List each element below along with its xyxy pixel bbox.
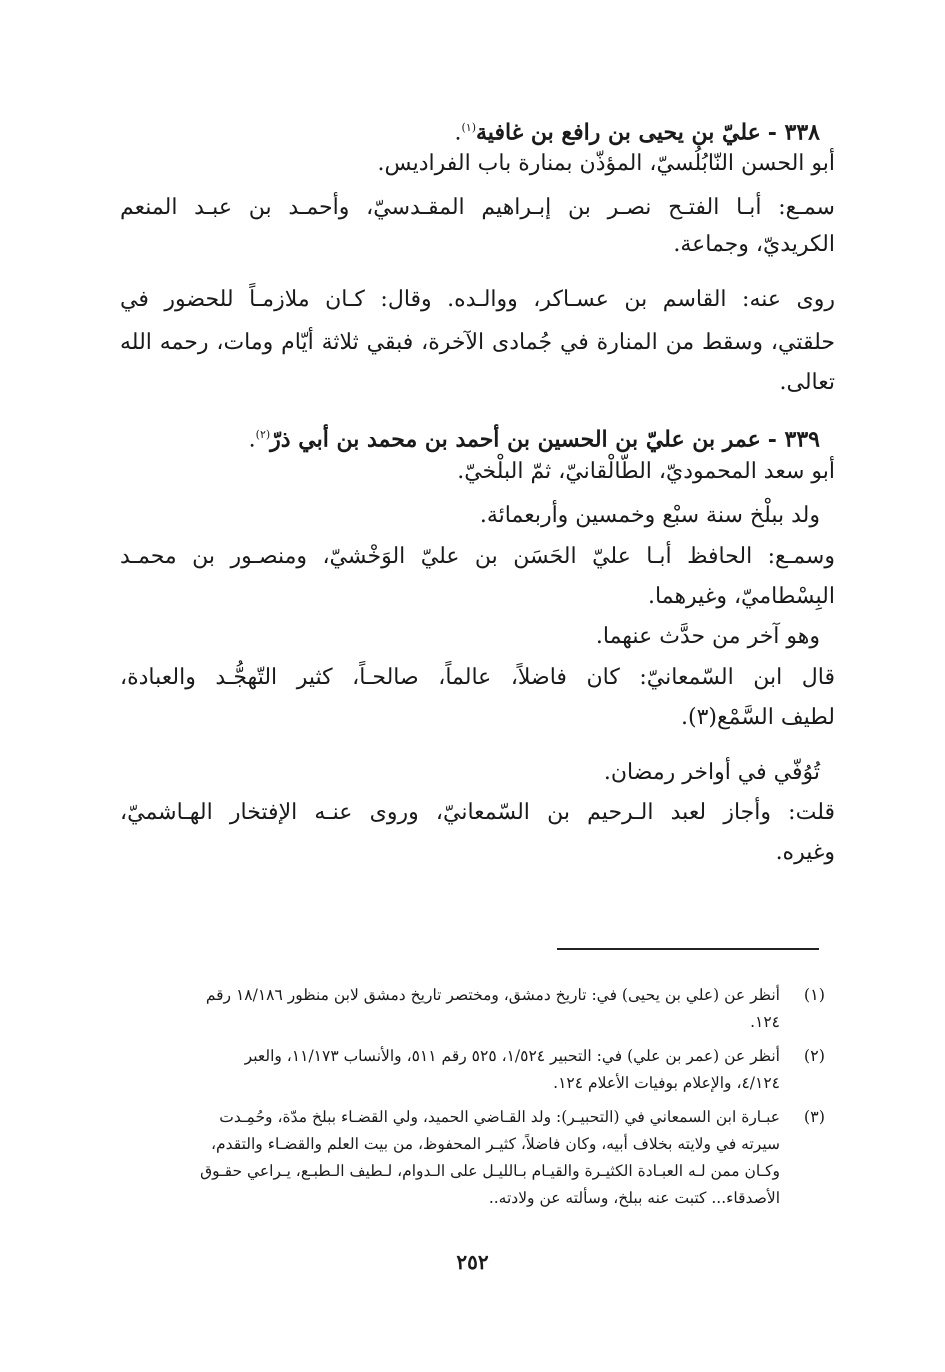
footnote-ref: (١) xyxy=(461,121,477,134)
entry-line: روى عنه: القاسم بن عسـاكر، ووالـده. وقال: كـان ملازمـاً للحضور في xyxy=(120,287,835,312)
entry-line: أبو الحسن النّابُلُسيّ، المؤذّن بمنارة باب الفراديس. xyxy=(377,151,835,176)
entry-line: لطيف السَّمْع(٣). xyxy=(680,705,835,730)
entry-line: تعالى. xyxy=(779,370,835,395)
footnote-line: وكـان ممن لـه العبـادة الكثيـرة والقيـام بـالليـل على الـدوام، لـطيف الـطبـع، يـراعي حقـوق xyxy=(200,1162,780,1180)
footnote-number: (١) xyxy=(803,985,825,1004)
page-number: ٢٥٢ xyxy=(456,1250,489,1274)
entry-number: ٣٣٩ - xyxy=(767,426,820,453)
entry-line: قال ابن السّمعانيّ: كان فاضلاً، عالماً، صالحـاً، كثير التّهجُّـد والعبادة، xyxy=(120,665,835,690)
entry-line: وهو آخر من حدَّث عنهما. xyxy=(595,624,820,649)
footnote-line: أنظر عن (علي بن يحيى) في: تاريخ دمشق، ومختصر تاريخ دمشق لابن منظور ١٨/١٨٦ رقم xyxy=(205,986,780,1004)
footnote-number: (٢) xyxy=(803,1046,825,1065)
footnote-line: عبـارة ابن السمعاني في (التحبيـر): ولد القـاضي الحميد، ولي القضـاء ببلخ مدّة، وحُمِـدت xyxy=(219,1108,780,1126)
footnote-divider xyxy=(557,948,819,950)
entry-line: أبو سعد المحموديّ، الطّالْقانيّ، ثمّ البلْخيّ. xyxy=(457,459,835,484)
footnote-line: ٤/١٢٤، والإعلام بوفيات الأعلام ١٢٤. xyxy=(553,1074,780,1092)
footnote-line: أنظر عن (عمر بن علي) في: التحبير ١/٥٢٤، ٥٢٥ رقم ٥١١، والأنساب ١١/١٧٣، والعبر xyxy=(244,1047,780,1065)
entry-line: سمـع: أبـا الفتـح نصـر بن إبـراهيم المقـدسيّ، وأحمـد بن عبـد المنعم xyxy=(120,195,835,220)
footnote-2 xyxy=(120,1044,825,1104)
title-end: . xyxy=(454,120,462,146)
entry-line: وغيره. xyxy=(775,840,835,865)
title-end: . xyxy=(248,427,256,453)
footnote-number: (٣) xyxy=(803,1107,825,1126)
entry-338-heading xyxy=(120,113,820,148)
footnote-1 xyxy=(120,983,825,1043)
entry-line: البِسْطاميّ، وغيرهما. xyxy=(648,584,835,609)
entry-number: ٣٣٨ - xyxy=(767,119,820,146)
footnote-3 xyxy=(120,1105,825,1225)
entry-line: حلقتي، وسقط من المنارة في جُمادى الآخرة، فبقي ثلاثة أيّام ومات، رحمه الله xyxy=(120,330,835,355)
entry-line: ولد ببلْخ سنة سبْع وخمسين وأربعمائة. xyxy=(479,503,820,528)
entry-line: وسمـع: الحافظ أبـا عليّ الحَسَن بن عليّ الوَخْشيّ، ومنصـور بن محمـد xyxy=(120,544,835,569)
footnote-line: الأصدقاء... كتبت عنه ببلخ، وسألته عن ولادته.. xyxy=(488,1189,780,1207)
footnote-line: سيرته في ولايته بخلاف أبيه، وكان فاضلاً، كثيـر المحفوظ، من بيت العلم والقضـاء والتقدم، xyxy=(211,1135,780,1153)
entry-line: قلت: وأجاز لعبد الـرحيم بن السّمعانيّ، وروى عنـه الإفتخار الهـاشميّ، xyxy=(120,800,835,825)
entry-line: تُوُفّي في أواخر رمضان. xyxy=(603,760,820,785)
footnote-line: ١٢٤. xyxy=(750,1013,780,1031)
entry-line: الكريديّ، وجماعة. xyxy=(673,232,835,257)
entry-title: عمر بن عليّ بن الحسين بن أحمد بن محمد بن أبي ذرّ xyxy=(270,426,761,453)
footnote-ref: (٢) xyxy=(255,428,271,441)
entry-339-heading xyxy=(120,420,820,455)
entry-title: عليّ بن يحيى بن رافع بن غافية xyxy=(476,119,761,146)
